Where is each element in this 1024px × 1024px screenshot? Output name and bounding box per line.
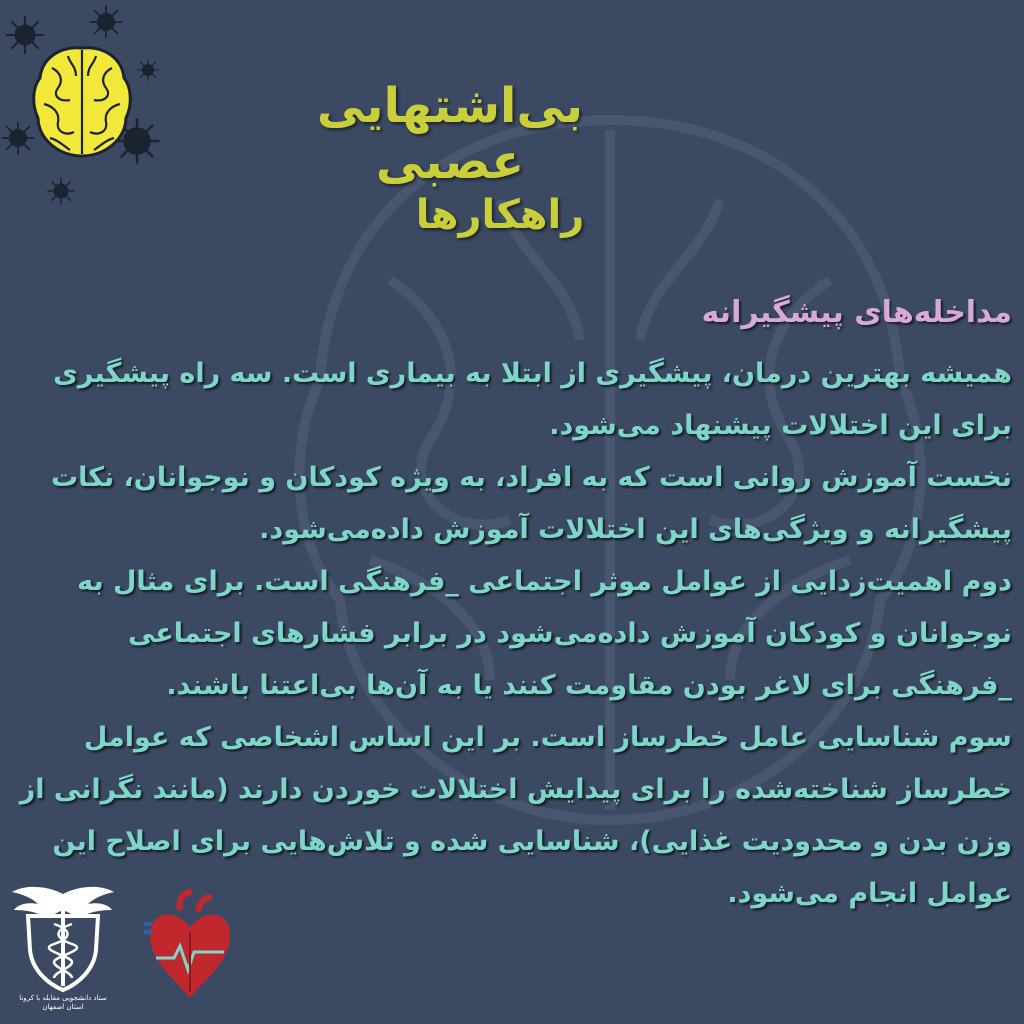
logo-caption: ستاد دانشجویی مقابله با کرونا استان اصفهان [19, 994, 107, 1011]
paragraph-third-method: سوم شناسایی عامل خطرساز است. بر این اساس اشخاصی که عوامل خطرساز شناخته‌شده را برای پیدایش اختلالات خوردن دارند (مانند نگرانی از وزن بدن و محدودیت غذایی)، شناسایی شده و تلاش‌هایی برای اصلاح این عوامل انجام می‌شود. [19, 722, 1012, 909]
page-subtitle: راهکارها [415, 192, 585, 238]
page-title: بی‌اشتهایی عصبی [316, 78, 584, 190]
brain-icon [30, 42, 134, 162]
paragraph-first-method: نخست آموزش روانی است که به افراد، به ویژه کودکان و نوجوانان، نکات پیشگیرانه و ویژگی‌های این اختلالات آموزش داده‌می‌شود. [51, 462, 1012, 545]
heart-logo [140, 888, 240, 1008]
paragraph-intro: همیشه بهترین درمان، پیشگیری از ابتلا به بیماری است. سه راه پیشگیری برای این اختلالات پیشنهاد می‌شود. [53, 358, 1012, 441]
virus-icon [88, 4, 124, 40]
body-text [10, 348, 1012, 920]
paragraph-second-method: دوم اهمیت‌زدایی از عوامل موثر اجتماعی _فرهنگی است. برای مثال به نوجوانان و کودکان آموزش داده‌می‌شود در برابر فشارهای اجتماعی _فرهنگی برای لاغر بودن مقاومت کنند یا به آن‌ها بی‌اعتنا باشند. [77, 566, 1012, 701]
virus-icon [136, 58, 160, 82]
section-heading: مداخله‌های پیشگیرانه [701, 295, 1012, 330]
virus-icon [46, 176, 76, 206]
